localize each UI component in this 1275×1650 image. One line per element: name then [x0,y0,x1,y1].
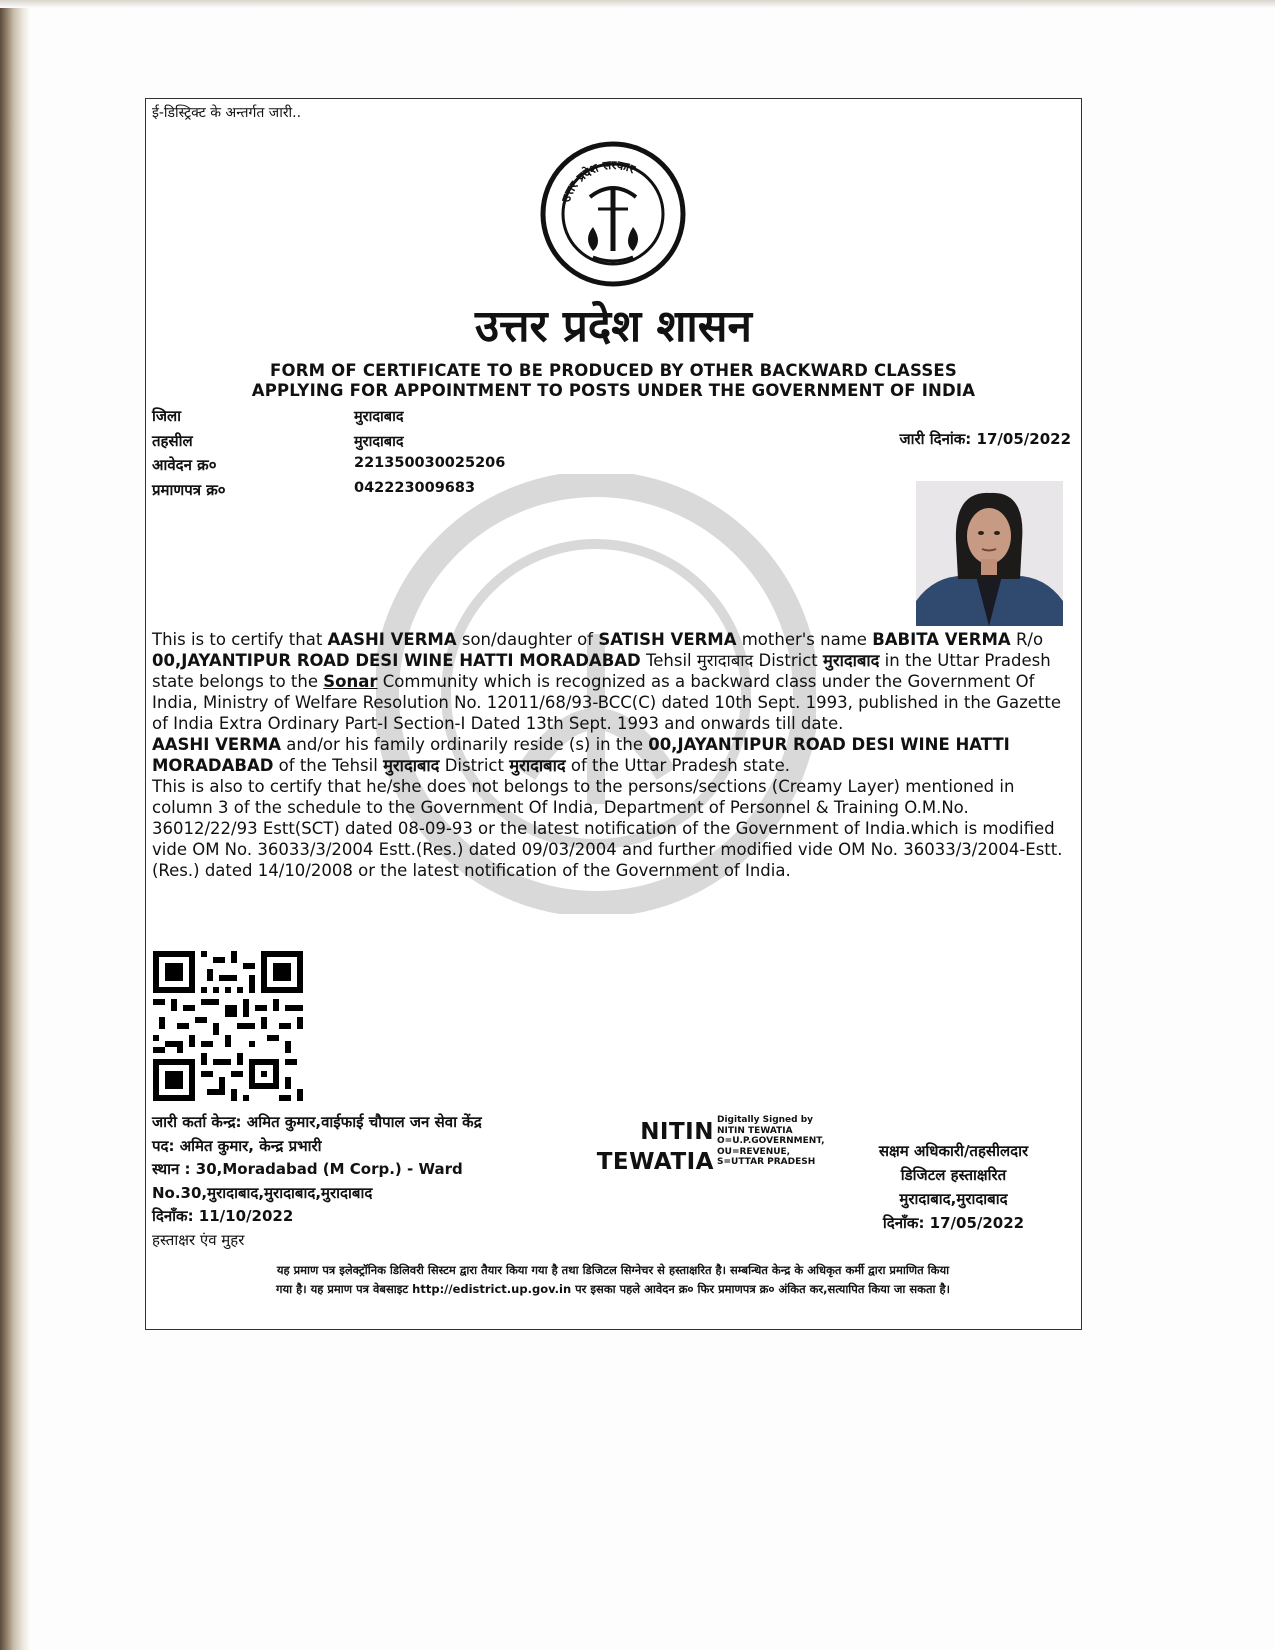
applicant-name: AASHI VERMA [327,630,457,649]
verification-qr-code[interactable] [153,951,303,1101]
text-segment: in the Uttar Pradesh state belongs to the [152,651,1051,691]
father-name: SATISH VERMA [598,630,737,649]
signature-line: O=U.P.GOVERNMENT, [717,1136,825,1146]
competent-officer-block [826,1139,1081,1235]
text-segment: Tehsil मुरादाबाद District [640,651,824,670]
certificate-frame [145,98,1082,1330]
residence-address: 00,JAYANTIPUR ROAD DESI WINE HATTI MORADABAD [152,651,641,670]
certificate-number-value: 042223009683 [354,480,476,496]
issuing-place-line2: No.30,मुरादाबाद,मुरादाबाद,मुरादाबाद [152,1183,373,1202]
signer-first-name: NITIN [640,1119,714,1145]
officer-place: मुरादाबाद,मुरादाबाद [899,1190,1008,1208]
district-name: मुरादाबाद [509,756,566,775]
text-segment: R/o [1015,630,1044,649]
text-segment: and/or his family ordinarily reside (s) in the [281,735,649,754]
certificate-paragraph-1 [152,629,1070,734]
text-segment: mother's name [736,630,873,649]
tehsil-value: मुरादाबाद [354,434,404,450]
officer-signed: डिजिटल हस्ताक्षरित [900,1166,1007,1184]
signature-line: S=UTTAR PRADESH [717,1157,816,1167]
text-segment: son/daughter of [456,630,599,649]
certificate-paragraph-3: This is also to certify that he/she does not belongs to the persons/sections (Creamy Layer) mentioned in column 3 of the schedule to the Government Of India, Department of Personnel & Training O.M.No. 36012/22/93 Estt(SCT) dated 08-09-93 or the latest notification of the Government of India.which is modified vide OM No. 36033/3/2004 Estt.(Res.) dated 09/03/2004 and further modified vide OM No. 36033/3/2004-Estt. (Res.) dated 14/10/2008 or the latest notification of the Government of India. [152,777,1063,880]
form-title-line1: FORM OF CERTIFICATE TO BE PRODUCED BY OTHER BACKWARD CLASSES [270,361,957,380]
tehsil-label: तहसील [152,432,193,450]
issuing-centre-block [152,1111,622,1252]
svg-text:उत्तर प्रदेश सरकार [559,158,639,205]
issuing-centre: जारी कर्ता केन्द्र: अमित कुमार,वाईफाई चौपाल जन सेवा केंद्र [152,1113,482,1131]
certificate-number-label: प्रमाणपत्र क्र० [152,481,226,499]
signature-and-seal: हस्ताक्षर एंव मुहर [152,1230,245,1249]
text-segment: District [439,756,510,775]
issuing-place-line1: स्थान : 30,Moradabad (M Corp.) - Ward [152,1160,463,1178]
signature-line: OU=REVENUE, [717,1146,791,1157]
digital-signature[interactable] [581,1111,826,1181]
applicant-name: AASHI VERMA [152,735,282,754]
district-value: मुरादाबाद [354,409,404,425]
district-label: जिला [152,407,182,425]
issuing-date: दिनाँक: 11/10/2022 [152,1207,294,1225]
application-number-value: 221350030025206 [354,455,506,471]
district-name: मुरादाबाद [823,651,880,670]
government-title: उत्तर प्रदेश शासन [475,301,752,352]
issue-date-value: 17/05/2022 [976,430,1071,448]
form-title-line2: APPLYING FOR APPOINTMENT TO POSTS UNDER THE GOVERNMENT OF INDIA [251,381,976,400]
verification-footer [152,1261,1074,1299]
scan-edge-top [0,0,1275,8]
text-segment: This is to certify that [152,630,328,649]
scan-edge [0,0,30,1650]
text-segment: of the Tehsil [273,756,384,775]
issuing-post: पद: अमित कुमार, केन्द्र प्रभारी [152,1136,322,1155]
tehsil-name: मुरादाबाद [383,756,440,775]
up-emblem [538,139,688,289]
emblem-text: उत्तर प्रदेश सरकार [558,157,638,204]
signature-line: Digitally Signed by [717,1115,814,1125]
issue-date [899,429,1071,449]
certificate-paragraph-2 [152,734,1070,776]
footer-line1: यह प्रमाण पत्र इलेक्ट्रॉनिक डिलिवरी सिस्टम द्वारा तैयार किया गया है तथा डिजिटल सिग्नेचर से हस्ताक्षरित है। सम्बन्धित केन्द्र के अधिकृत कर्मी द्वारा प्रमाणित किया [276,1263,950,1277]
edistrict-note: ई-डिस्ट्रिक्ट के अन्तर्गत जारी.. [152,105,302,121]
officer-date: दिनाँक: 17/05/2022 [882,1214,1025,1232]
footer-line2: गया है। यह प्रमाण पत्र वेबसाइट http://edistrict.up.gov.in पर इसका पहले आवेदन क्र० फिर प्रमाणपत्र क्र० अंकित कर,सत्यापित किया जा सकता है। [276,1282,950,1296]
application-number-label: आवेदन क्र० [152,456,217,474]
text-segment: Community which is recognized as a backward class under the Government Of India, Ministry of Welfare Resolution No. 12011/68/93-BCC(C) dated 10th Sept. 1993, published in the Gazette of India Extra Ordinary Part-I Section-I Dated 13th Sept. 1993 and onwards till date. [152,672,1061,733]
officer-title: सक्षम अधिकारी/तहसीलदार [878,1142,1029,1160]
text-segment: of the Uttar Pradesh state. [565,756,791,775]
community-name: Sonar [323,672,378,691]
mother-name: BABITA VERMA [872,630,1011,649]
applicant-photo [916,481,1063,626]
issue-date-label: जारी दिनांक: [899,430,972,448]
signer-last-name: TEWATIA [596,1149,714,1175]
signature-details [717,1115,825,1168]
residence-address: 00,JAYANTIPUR ROAD DESI WINE HATTI MORADABAD [152,735,1010,775]
certificate-body [152,629,1070,881]
signature-line: NITIN TEWATIA [717,1125,793,1136]
